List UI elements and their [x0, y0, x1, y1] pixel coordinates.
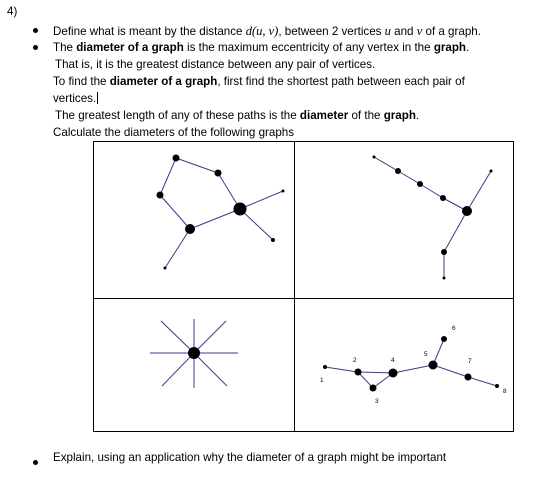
graph-2-vertex	[443, 277, 446, 280]
table-border	[94, 142, 514, 432]
graph-1-edge	[165, 229, 190, 268]
graph-4-label-5: 5	[424, 351, 428, 358]
graph-4-vertex-2	[355, 369, 362, 376]
distance-notation: d(u, v)	[245, 24, 279, 38]
graph-1-edge	[240, 191, 283, 209]
graph-1-edge	[240, 209, 273, 240]
graph-1	[157, 155, 285, 270]
bullet-1-prefix: Define what is meant by the distance	[53, 25, 246, 38]
graph-4-edge	[433, 365, 468, 377]
graph-1-vertex	[282, 190, 285, 193]
graph-4-vertex-6	[441, 336, 447, 342]
bullet-1-suffix: of a graph.	[422, 25, 481, 38]
graph-4-label-1: 1	[320, 377, 324, 384]
bullet-3-text: Explain, using an application why the diameter of a graph might be important	[53, 451, 447, 464]
line-4-text: vertices.	[53, 92, 97, 105]
line-1-a: The	[53, 41, 77, 54]
line-5-e: .	[415, 109, 420, 122]
graph-3-edge	[161, 321, 194, 353]
line-3-c: , first find the shortest path between each pair of	[217, 75, 465, 88]
line-1-bold-diameter: diameter of a graph	[76, 41, 184, 54]
graph-2-vertex	[441, 249, 447, 255]
graph-4-edge	[325, 367, 358, 372]
graph-2-vertex	[462, 206, 472, 216]
vertex-u: u	[384, 24, 391, 38]
graph-4-vertex-4	[389, 369, 398, 378]
graph-1-edge	[160, 195, 190, 229]
line-1-e: .	[466, 41, 470, 54]
bullet-1-mid: , between 2 vertices	[278, 25, 385, 38]
graph-1-vertex	[173, 155, 180, 162]
graph-4-label-3: 3	[375, 398, 379, 405]
graph-1-vertex	[215, 170, 222, 177]
table-grid	[93, 141, 514, 432]
line-5-bold-graph: graph	[383, 109, 416, 122]
graph-1-edge	[176, 158, 218, 173]
graph-1-vertex	[157, 192, 164, 199]
graph-4-edge	[393, 365, 433, 373]
graph-4-label-6: 6	[452, 325, 456, 332]
bullet-2-line-2: That is, it is the greatest distance between any pair of vertices.	[55, 58, 376, 71]
graph-3-edge	[194, 353, 227, 386]
graph-3-edge	[194, 321, 226, 353]
graph-1-edge	[190, 209, 240, 229]
graph-4-vertex-5	[429, 361, 438, 370]
graph-4-label-7: 7	[468, 358, 472, 365]
bullet-3-marker	[33, 460, 38, 465]
graph-2-edge	[374, 157, 398, 171]
graph-4-vertex-8	[495, 384, 499, 388]
line-5-a: The greatest length of any of these paths is the	[55, 109, 300, 122]
graph-4	[320, 325, 507, 405]
graph-4-edge	[468, 377, 497, 386]
line-5-bold-diameter: diameter	[299, 109, 349, 122]
line-1-bold-graph: graph	[433, 41, 467, 54]
graph-1-vertex	[234, 203, 247, 216]
graph-2-edge	[444, 211, 467, 252]
graph-4-vertex-7	[465, 374, 472, 381]
graph-2-vertex	[395, 168, 401, 174]
graph-3-center-vertex	[188, 347, 200, 359]
graph-4-label-2: 2	[353, 357, 357, 364]
line-1-c: is the maximum eccentricity of any vertex in the	[183, 41, 434, 54]
graph-2-edge	[398, 171, 420, 184]
graph-1-edge	[160, 158, 176, 195]
graph-1-vertex	[271, 238, 275, 242]
graph-2-edge	[467, 171, 491, 211]
bullet-2-line-6: Calculate the diameters of the following graphs	[53, 126, 295, 139]
graph-4-label-4: 4	[391, 357, 395, 364]
graph-2-vertex	[417, 181, 423, 187]
graph-2-vertex	[440, 195, 446, 201]
graph-3-edge	[162, 353, 194, 386]
question-number: 4)	[7, 5, 18, 18]
graph-4-vertex-3	[370, 385, 377, 392]
graph-4-vertex-1	[323, 365, 327, 369]
bullet-1-and: and	[390, 25, 417, 38]
vertex-v: v	[416, 24, 423, 38]
graph-4-label-8: 8	[503, 388, 507, 395]
graph-3	[150, 319, 238, 388]
graph-1-vertex	[185, 224, 195, 234]
graph-1-vertex	[164, 267, 167, 270]
graph-2-vertex	[490, 170, 493, 173]
graph-4-edge	[358, 372, 393, 373]
graph-2-edge	[420, 184, 443, 198]
graph-2-vertex	[373, 156, 376, 159]
line-3-a: To find the	[53, 75, 110, 88]
line-5-c: of the	[348, 109, 384, 122]
line-3-bold: diameter of a graph	[109, 75, 218, 88]
graph-2	[373, 156, 493, 280]
